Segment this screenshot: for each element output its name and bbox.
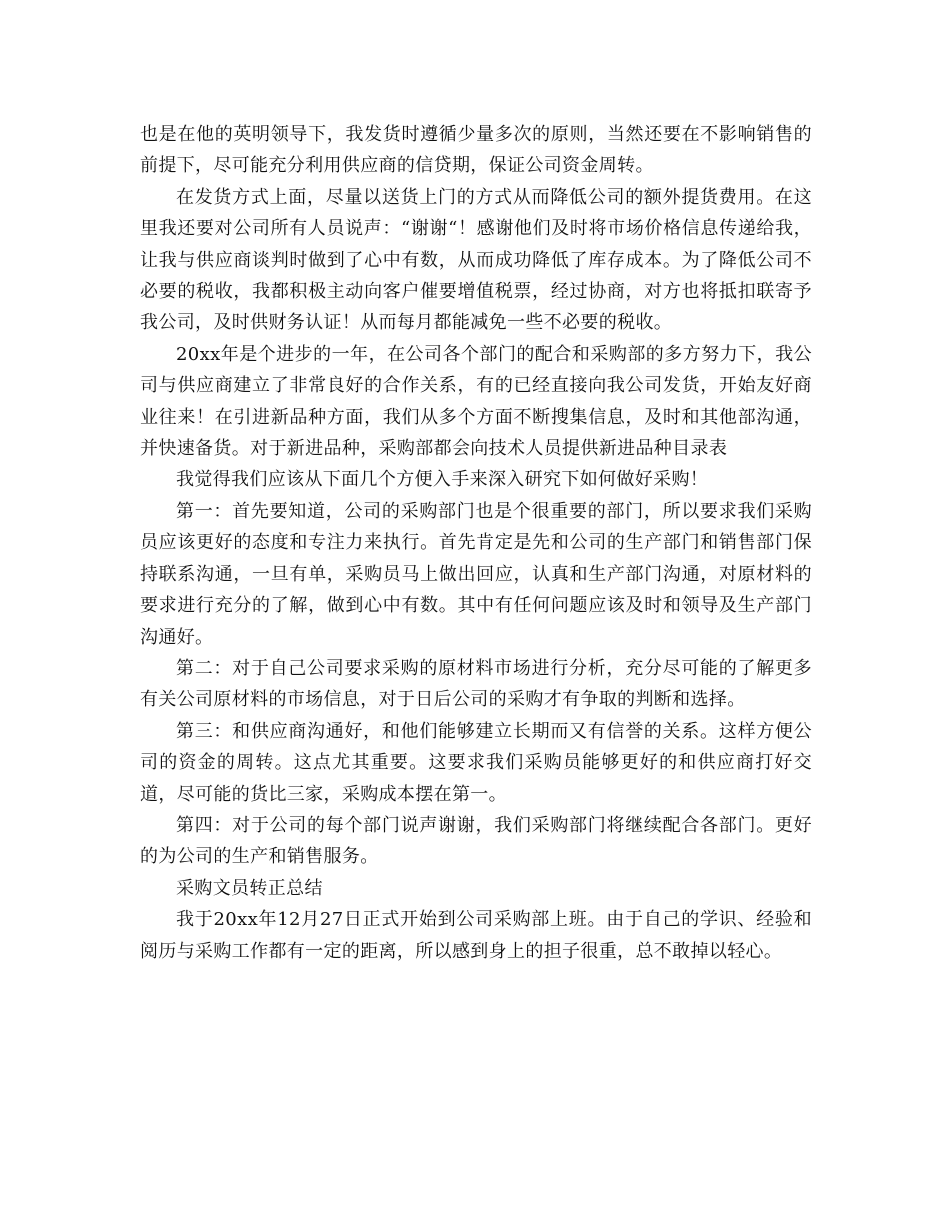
paragraph: 在发货方式上面，尽量以送货上门的方式从而降低公司的额外提货费用。在这里我还要对公司所有人员说声：“谢谢“！感谢他们及时将市场价格信息传递给我，让我与供应商谈判时做到了心中有数，从而成功降低了库存成本。为了降低公司不必要的税收，我都积极主动向客户催要增值税票，经过协商，对方也将抵扣联寄予我公司，及时供财务认证！从而每月都能减免一些不必要的税收。 (140, 186, 812, 334)
paragraph: 我于20xx年12月27日正式开始到公司采购部上班。由于自己的学识、经验和阅历与采购工作都有一定的距离，所以感到身上的担子很重，总不敢掉以轻心。 (140, 909, 812, 962)
paragraph: 20xx年是个进步的一年，在公司各个部门的配合和采购部的多方努力下，我公司与供应商建立了非常良好的合作关系，有的已经直接向我公司发货，开始友好商业往来！在引进新品种方面，我们从多个方面不断搜集信息，及时和其他部沟通，并快速备货。对于新进品种，采购部都会向技术人员提供新进品种目录表 (140, 343, 812, 460)
paragraph: 第三：和供应商沟通好，和他们能够建立长期而又有信誉的关系。这样方便公司的资金的周转。这点尤其重要。这要求我们采购员能够更好的和供应商打好交道，尽可能的货比三家，采购成本摆在第一。 (140, 720, 812, 805)
paragraph: 也是在他的英明领导下，我发货时遵循少量多次的原则，当然还要在不影响销售的前提下，尽可能充分利用供应商的信贷期，保证公司资金周转。 (140, 124, 812, 177)
paragraph: 第一：首先要知道，公司的采购部门也是个很重要的部门，所以要求我们采购员应该更好的态度和专注力来执行。首先肯定是先和公司的生产部门和销售部门保持联系沟通，一旦有单，采购员马上做出回应，认真和生产部门沟通，对原材料的要求进行充分的了解，做到心中有数。其中有任何问题应该及时和领导及生产部门沟通好。 (140, 500, 812, 648)
paragraph: 第二：对于自己公司要求采购的原材料市场进行分析，充分尽可能的了解更多有关公司原材料的市场信息，对于日后公司的采购才有争取的判断和选择。 (140, 657, 812, 711)
section-heading: 采购文员转正总结 (176, 877, 323, 899)
paragraph: 第四：对于公司的每个部门说声谢谢，我们采购部门将继续配合各部门。更好的为公司的生产和销售服务。 (140, 814, 812, 868)
document-page (140, 119, 812, 967)
paragraph: 我觉得我们应该从下面几个方便入手来深入研究下如何做好采购！ (176, 469, 709, 491)
